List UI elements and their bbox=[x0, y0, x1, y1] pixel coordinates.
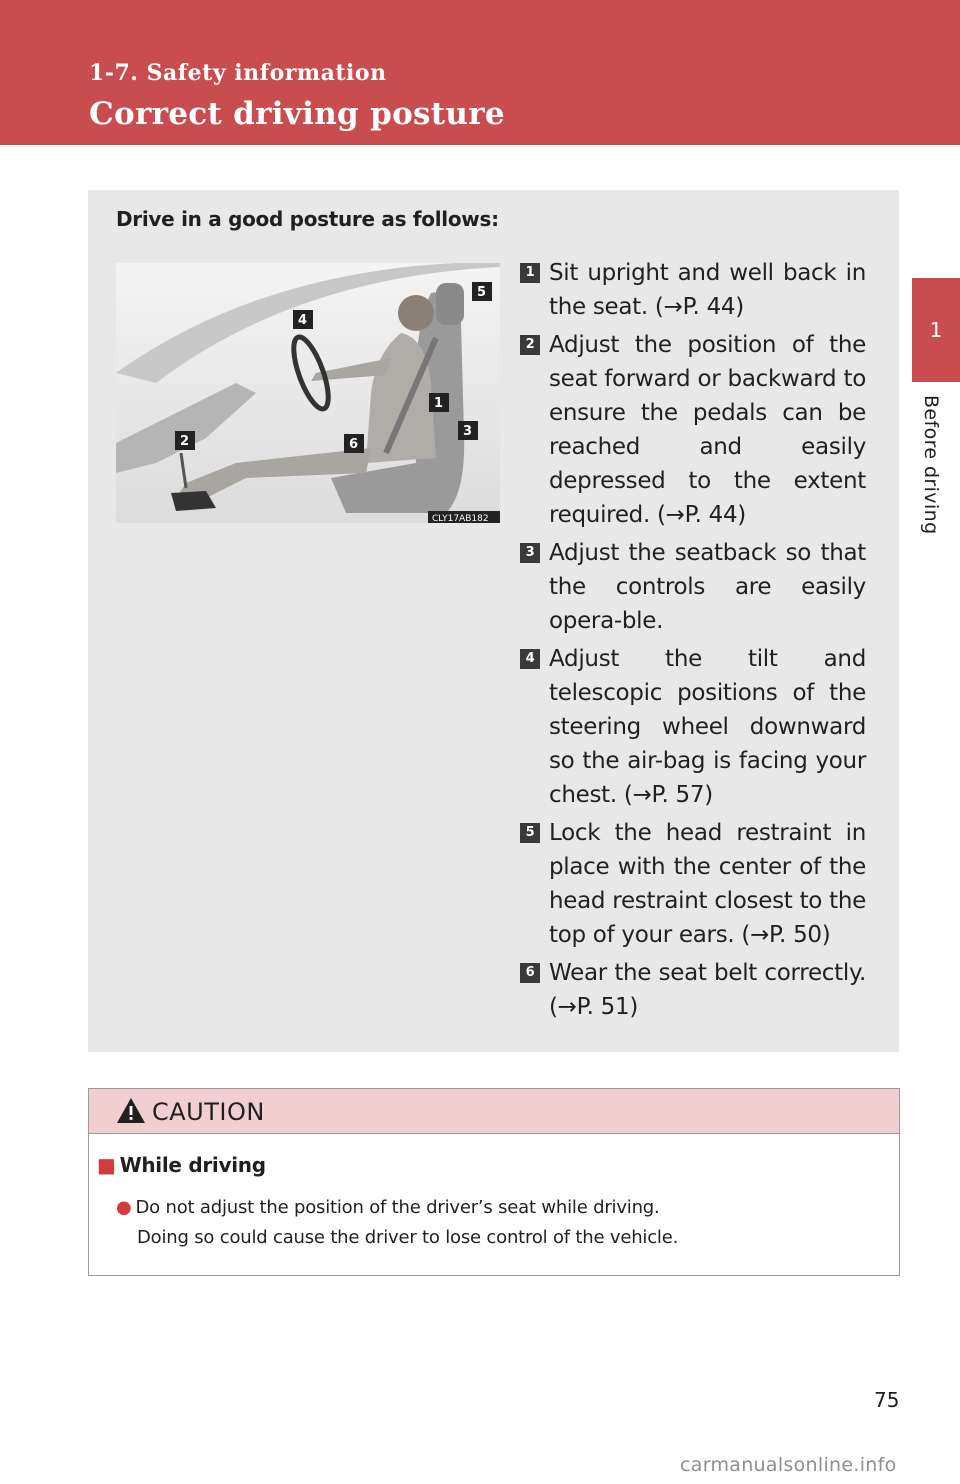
step-text: Wear the seat belt correctly. (→P. 51) bbox=[549, 960, 866, 1020]
list-item bbox=[520, 328, 866, 532]
driving-posture-illustration bbox=[116, 263, 500, 523]
step-text: Sit upright and well back in the seat. (→P. 44) bbox=[549, 260, 866, 320]
callout-6: 6 bbox=[349, 437, 359, 452]
step-text: Adjust the seatback so that the controls are easily opera-ble. bbox=[549, 540, 866, 634]
step-number-badge: 5 bbox=[520, 823, 540, 843]
caution-header bbox=[89, 1089, 899, 1134]
warning-triangle-icon bbox=[116, 1097, 146, 1124]
callout-2: 2 bbox=[180, 434, 190, 449]
callout-5: 5 bbox=[477, 285, 487, 300]
caution-title: CAUTION bbox=[152, 1098, 265, 1126]
chapter-number: 1 bbox=[929, 318, 943, 342]
step-text: Adjust the tilt and telescopic positions of the steering wheel downward so the air-bag is facing your chest. (→P. 57) bbox=[549, 646, 866, 808]
list-item bbox=[520, 642, 866, 812]
list-item bbox=[520, 956, 866, 1024]
step-number-badge: 2 bbox=[520, 335, 540, 355]
header-banner bbox=[0, 0, 960, 145]
caution-item bbox=[116, 1193, 876, 1253]
watermark: carmanualsonline.info bbox=[680, 1454, 897, 1476]
step-text: Lock the head restraint in place with the center of the head restraint closest to the top of your ears. (→P. 50) bbox=[549, 820, 866, 948]
caution-subheading-text: While driving bbox=[119, 1153, 266, 1177]
step-number-badge: 6 bbox=[520, 963, 540, 983]
circle-bullet-icon: ● bbox=[116, 1197, 132, 1218]
step-number-badge: 4 bbox=[520, 649, 540, 669]
chapter-label: Before driving bbox=[920, 395, 942, 535]
list-item bbox=[520, 536, 866, 638]
callout-1: 1 bbox=[434, 396, 444, 411]
chapter-tab[interactable] bbox=[912, 278, 960, 382]
posture-panel bbox=[88, 190, 899, 1052]
list-item bbox=[520, 816, 866, 952]
square-bullet-icon: ■ bbox=[97, 1153, 116, 1177]
page-number: 75 bbox=[874, 1388, 900, 1412]
caution-item-line1: Do not adjust the position of the driver’s seat while driving. bbox=[135, 1197, 660, 1218]
caution-box bbox=[88, 1088, 900, 1276]
list-item bbox=[520, 256, 866, 324]
caution-item-line2: Doing so could cause the driver to lose control of the vehicle. bbox=[137, 1227, 679, 1248]
driver-head-shape bbox=[398, 295, 434, 331]
step-text: Adjust the position of the seat forward or backward to ensure the pedals can be reached and easily depressed to the extent required. (→P. 44) bbox=[549, 332, 866, 528]
callout-4: 4 bbox=[298, 313, 308, 328]
page-title: Correct driving posture bbox=[89, 96, 505, 132]
intro-text: Drive in a good posture as follows: bbox=[116, 207, 499, 231]
figure-code: CLY17AB182 bbox=[432, 514, 489, 523]
head-restraint-shape bbox=[436, 283, 464, 325]
caution-subheading bbox=[97, 1153, 266, 1177]
step-number-badge: 1 bbox=[520, 263, 540, 283]
section-label: 1-7. Safety information bbox=[89, 60, 387, 86]
callout-3: 3 bbox=[463, 424, 473, 439]
posture-steps-list bbox=[520, 256, 866, 1028]
step-number-badge: 3 bbox=[520, 543, 540, 563]
